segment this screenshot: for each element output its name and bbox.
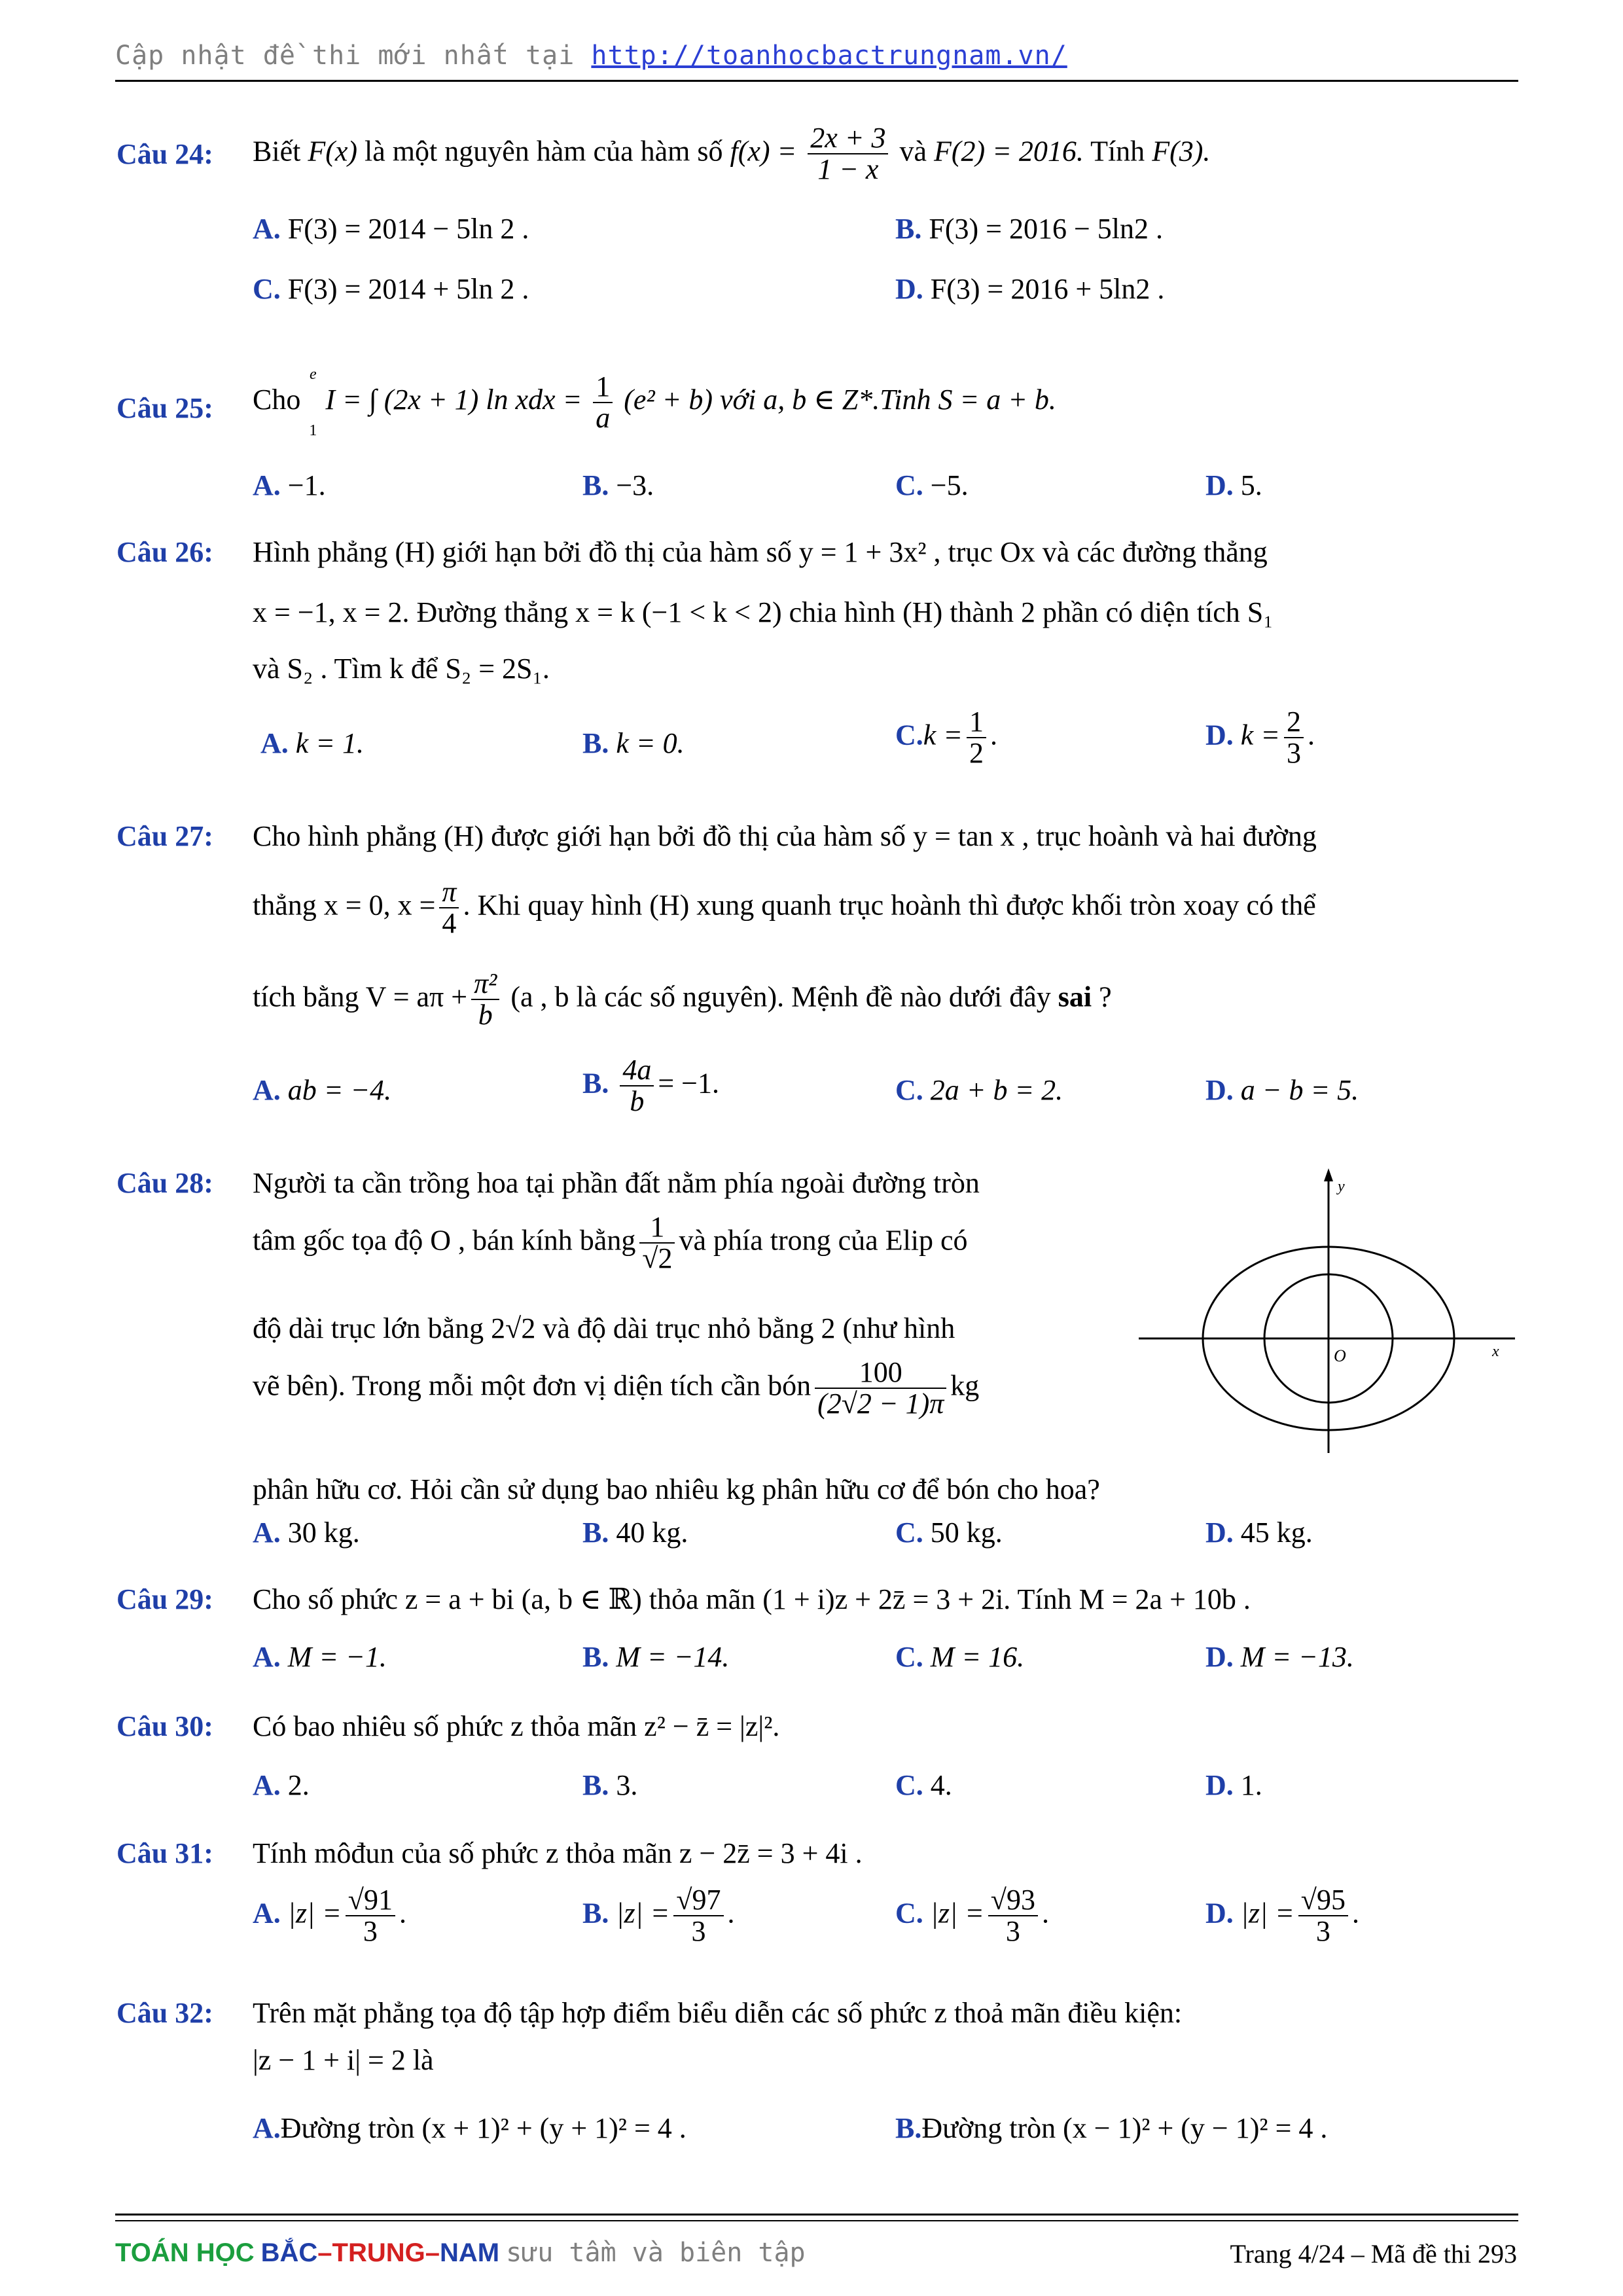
q28-c-label: C.	[895, 1516, 923, 1549]
q28-line2b: và phía trong của Elip có	[679, 1224, 968, 1257]
q24-text-b: là một nguyên hàm của hàm số	[365, 135, 723, 168]
q29-option-b[interactable]	[582, 1640, 729, 1675]
q31-d-text: |z| =	[1240, 1897, 1294, 1929]
q28-line4a: vẽ bên). Trong mỗi một đơn vị diện tích cần bón	[253, 1369, 812, 1402]
q25-label: Câu 25:	[116, 392, 213, 424]
q28-line2a: tâm gốc tọa độ O , bán kính bằng	[253, 1224, 636, 1257]
q29-a-text: M = −1.	[287, 1641, 387, 1673]
header-prefix: Cập nhật đề thi mới nhất tại	[115, 41, 575, 71]
page-header	[115, 41, 1067, 71]
q28-line3: độ dài trục lớn bằng 2√2 và độ dài trục nhỏ bằng 2 (như hình	[253, 1312, 955, 1344]
footer-brand-3: –TRUNG–	[317, 2238, 440, 2267]
q26-a-label: A.	[260, 727, 289, 759]
q24-d-label: D.	[895, 273, 923, 305]
footer-suffix: sưu tầm và biên tập	[506, 2238, 806, 2268]
q25-option-d[interactable]	[1205, 469, 1262, 503]
q25-frac-den: a	[596, 402, 611, 434]
q28-option-b[interactable]	[582, 1516, 688, 1551]
q26-c-fraction	[967, 707, 986, 768]
q26-d-text: k =	[1240, 719, 1281, 751]
q26-d-label: D.	[1205, 719, 1234, 751]
q30-b-label: B.	[582, 1769, 609, 1801]
q27-option-c[interactable]	[895, 1073, 1063, 1108]
q32-line1: Trên mặt phẳng tọa độ tập hợp điểm biểu diễn các số phức z thoả mãn điều kiện:	[253, 1997, 1183, 2029]
q26-d-num: 2	[1284, 707, 1304, 738]
q24-c-text: F(3) = 2014 + 5ln 2 .	[287, 273, 529, 305]
q30-option-a[interactable]	[253, 1768, 310, 1803]
q24-option-c[interactable]	[253, 272, 529, 307]
q25-b-text: −3.	[616, 469, 654, 501]
q25-text-a: Cho	[253, 384, 301, 416]
q26-a-text: k = 1.	[295, 727, 365, 759]
q31-line1: Tính môđun của số phức z thỏa mãn z − 2z̄ = 3 + 4i .	[253, 1837, 863, 1869]
q24-c-label: C.	[253, 273, 281, 305]
q28-d-label: D.	[1205, 1516, 1234, 1549]
q28-label: Câu 28:	[116, 1167, 213, 1199]
q28-b-label: B.	[582, 1516, 609, 1549]
q27-bold-word: sai	[1058, 980, 1092, 1013]
q29-c-text: M = 16.	[930, 1641, 1025, 1673]
q28-radius-fraction	[639, 1212, 675, 1274]
q29-a-label: A.	[253, 1641, 281, 1673]
q25-integral: I = ∫ (2x + 1) ln xdx =	[325, 384, 582, 416]
q27-pi2b-den: b	[478, 999, 493, 1031]
q31-a-label: A.	[253, 1897, 281, 1929]
q24-frac-den: 1 − x	[817, 153, 879, 186]
q28-a-text: 30 kg.	[287, 1516, 360, 1549]
q32-a-label: A.	[253, 2112, 281, 2144]
q26-line3: và S₂ . Tìm k để S₂ = 2S₁.	[253, 653, 550, 685]
q26-line2: x = −1, x = 2. Đường thẳng x = k (−1 < k < 2) chia hình (H) thành 2 phần có diện tích S₁	[253, 596, 1274, 628]
q30-option-d[interactable]	[1205, 1768, 1262, 1803]
q31-option-c[interactable]: C. |z| = $\frac{√93}{3}$ .	[895, 1884, 1049, 1948]
q25-bounds	[309, 367, 317, 439]
q24-fraction	[808, 123, 888, 185]
q26-option-d[interactable]: D. k = $\frac{2}{3}$ .	[1205, 706, 1315, 770]
q27-d-text: a − b = 5.	[1240, 1074, 1359, 1106]
q31-c-text: |z| =	[930, 1897, 984, 1929]
q28-line2	[253, 1212, 968, 1274]
q25-stem	[253, 367, 1056, 439]
q31-b-den: 3	[691, 1915, 706, 1948]
q27-b-fraction	[620, 1055, 654, 1117]
q26-c-den: 2	[969, 737, 984, 770]
q26-b-text: k = 0.	[616, 727, 685, 759]
q25-frac-num: 1	[593, 372, 613, 403]
q26-c-text: k =	[923, 719, 963, 751]
q27-line3b: (a , b là các số nguyên). Mệnh đề nào dưới đây	[503, 980, 1051, 1013]
q27-pi2b-num: π²	[471, 969, 499, 1000]
q25-c-label: C.	[895, 469, 923, 501]
q30-label: Câu 30:	[116, 1710, 213, 1742]
q25-lower: 1	[309, 422, 317, 439]
q27-pi4-fraction	[439, 877, 459, 939]
q26-option-a[interactable]	[260, 726, 364, 761]
q28-line1: Người ta cần trồng hoa tại phần đất nằm phía ngoài đường tròn	[253, 1167, 980, 1199]
q31-a-den: 3	[363, 1915, 378, 1948]
q28-c-text: 50 kg.	[930, 1516, 1003, 1549]
q32-b-label: B.	[895, 2112, 922, 2144]
q28-option-d[interactable]	[1205, 1516, 1313, 1551]
q24-f-lhs: f(x) =	[730, 135, 797, 168]
q31-b-fraction	[673, 1885, 723, 1946]
q27-line3c: ?	[1092, 980, 1112, 1013]
q24-a-text: F(3) = 2014 − 5ln 2 .	[287, 213, 529, 245]
q31-b-num: √97	[673, 1885, 723, 1916]
q31-d-label: D.	[1205, 1897, 1234, 1929]
q31-c-label: C.	[895, 1897, 923, 1929]
q25-tail: (e² + b) với a, b ∈ Z*.Tinh S = a + b.	[624, 384, 1056, 416]
y-axis-label: y	[1338, 1178, 1345, 1195]
ellipse-figure	[1139, 1165, 1518, 1453]
footer-brand-2: BẮC	[260, 2238, 318, 2267]
q27-option-d[interactable]	[1205, 1073, 1359, 1108]
q24-text-c: và	[899, 135, 927, 168]
q31-label: Câu 31:	[116, 1837, 213, 1869]
q31-d-num: √95	[1298, 1885, 1348, 1916]
q24-b-label: B.	[895, 213, 922, 245]
q26-c-label: C.	[895, 719, 923, 751]
q27-d-label: D.	[1205, 1074, 1234, 1106]
q30-d-text: 1.	[1240, 1769, 1262, 1801]
q30-d-label: D.	[1205, 1769, 1234, 1801]
q31-option-a[interactable]: A. |z| = $\frac{√91}{3}$ .	[253, 1884, 406, 1948]
q29-line1: Cho số phức z = a + bi (a, b ∈ ℝ) thỏa mãn (1 + i)z + 2z̄ = 3 + 2i. Tính M = 2a + 10b .	[253, 1583, 1251, 1615]
q28-line5: phân hữu cơ. Hỏi cần sử dụng bao nhiêu kg phân hữu cơ để bón cho hoa?	[253, 1473, 1100, 1505]
q29-option-d[interactable]	[1205, 1640, 1354, 1675]
q31-option-b[interactable]: B. |z| = $\frac{√97}{3}$ .	[582, 1884, 735, 1948]
q31-a-text: |z| =	[287, 1897, 342, 1929]
q28-rate-fraction	[815, 1357, 946, 1419]
q32-a-text: Đường tròn (x + 1)² + (y + 1)² = 4 .	[280, 2112, 687, 2144]
q24-frac-num: 2x + 3	[808, 123, 888, 154]
q26-d-fraction	[1284, 707, 1304, 768]
q24-b-text: F(3) = 2016 − 5ln2 .	[929, 213, 1163, 245]
q31-b-text: |z| =	[616, 1897, 670, 1929]
q26-option-b[interactable]	[582, 726, 685, 761]
q24-option-a[interactable]	[253, 212, 529, 247]
header-link[interactable]: http://toanhocbactrungnam.vn/	[591, 41, 1067, 71]
q25-a-label: A.	[253, 469, 281, 501]
q28-option-c[interactable]	[895, 1516, 1003, 1551]
q26-c-num: 1	[967, 707, 986, 738]
q27-label: Câu 27:	[116, 820, 213, 852]
q31-a-num: √91	[346, 1885, 395, 1916]
y-axis-arrow	[1324, 1168, 1333, 1181]
q27-pi4-num: π	[439, 877, 459, 908]
q27-a-label: A.	[253, 1074, 281, 1106]
q29-b-label: B.	[582, 1641, 609, 1673]
q27-b-num: 4a	[620, 1055, 654, 1086]
q28-rate-den: (2√2 − 1)π	[817, 1388, 944, 1420]
q30-c-label: C.	[895, 1769, 923, 1801]
q27-b-den: b	[630, 1085, 645, 1118]
q31-c-fraction	[988, 1885, 1038, 1946]
q31-d-fraction	[1298, 1885, 1348, 1946]
q29-d-text: M = −13.	[1240, 1641, 1354, 1673]
q29-option-a[interactable]	[253, 1640, 387, 1675]
q30-option-c[interactable]	[895, 1768, 952, 1803]
q24-d-text: F(3) = 2016 + 5ln2 .	[930, 273, 1165, 305]
q27-b-text: = −1.	[658, 1067, 719, 1100]
footer-brand-4: NAM	[439, 2238, 500, 2267]
q25-c-text: −5.	[930, 469, 969, 501]
q28-line4b: kg	[950, 1369, 980, 1402]
q30-line1: Có bao nhiêu số phức z thỏa mãn z² − z̄ = |z|².	[253, 1710, 780, 1742]
q28-a-label: A.	[253, 1516, 281, 1549]
q26-line1: Hình phẳng (H) giới hạn bởi đồ thị của hàm số y = 1 + 3x² , trục Ox và các đường thẳng	[253, 536, 1268, 568]
q25-d-label: D.	[1205, 469, 1234, 501]
q25-option-c[interactable]	[895, 469, 969, 503]
q26-d-den: 3	[1287, 737, 1302, 770]
footer-rule-top	[115, 2214, 1518, 2215]
q28-b-text: 40 kg.	[616, 1516, 688, 1549]
q24-stem	[253, 123, 1210, 185]
q28-rate-num: 100	[815, 1357, 946, 1389]
q31-b-label: B.	[582, 1897, 609, 1929]
q25-option-a[interactable]	[253, 469, 326, 503]
q27-line3a: tích bằng V = aπ +	[253, 980, 468, 1013]
q25-upper: e	[310, 366, 317, 383]
q28-radius-num: 1	[639, 1212, 675, 1244]
q27-option-b[interactable]	[582, 1055, 719, 1117]
q28-line4	[253, 1357, 979, 1419]
q32-option-a[interactable]	[253, 2111, 687, 2146]
q25-option-b[interactable]	[582, 469, 654, 503]
footer-page: Trang 4/24 – Mã đề thi 293	[1230, 2239, 1517, 2269]
q32-b-text: Đường tròn (x − 1)² + (y − 1)² = 4 .	[921, 2112, 1328, 2144]
q31-option-d[interactable]: D. |z| = $\frac{√95}{3}$ .	[1205, 1884, 1359, 1948]
x-axis-label: x	[1492, 1343, 1499, 1360]
q26-b-label: B.	[582, 727, 609, 759]
q29-c-label: C.	[895, 1641, 923, 1673]
q29-b-text: M = −14.	[616, 1641, 730, 1673]
q26-option-c[interactable]: C.k = $\frac{1}{2}$ .	[895, 706, 998, 770]
q27-pi4-den: 4	[442, 907, 457, 940]
q24-option-b[interactable]	[895, 212, 1163, 247]
q27-a-text: ab = −4.	[287, 1074, 392, 1106]
q32-label: Câu 32:	[116, 1997, 213, 2029]
q31-c-num: √93	[988, 1885, 1038, 1916]
footer-brand-1: TOÁN HỌC	[115, 2238, 255, 2267]
q29-label: Câu 29:	[116, 1583, 213, 1615]
q29-d-label: D.	[1205, 1641, 1234, 1673]
q28-radius-den: √2	[642, 1242, 673, 1275]
q25-fraction	[593, 372, 613, 433]
q24-fx: F(x)	[308, 135, 358, 168]
q27-b-label: B.	[582, 1067, 609, 1100]
footer-brand	[115, 2237, 806, 2268]
origin-label: O	[1334, 1346, 1346, 1365]
header-rule	[115, 80, 1518, 82]
q24-cond: F(2) = 2016.	[933, 135, 1084, 168]
q30-c-text: 4.	[930, 1769, 952, 1801]
q27-line2b: . Khi quay hình (H) xung quanh trục hoành thì được khối tròn xoay có thể	[463, 889, 1316, 922]
q24-option-d[interactable]	[895, 272, 1164, 307]
q27-line2	[253, 877, 1316, 939]
q31-c-den: 3	[1005, 1915, 1020, 1948]
q30-a-text: 2.	[287, 1769, 310, 1801]
q27-line3	[253, 969, 1112, 1030]
q27-line2a: thẳng x = 0, x =	[253, 889, 436, 922]
q24-target: F(3).	[1152, 135, 1211, 168]
q27-option-a[interactable]	[253, 1073, 391, 1108]
q25-b-label: B.	[582, 469, 609, 501]
q24-label: Câu 24:	[116, 138, 213, 170]
q27-pi2b-fraction	[471, 969, 499, 1030]
q24-text-d: Tính	[1090, 135, 1145, 168]
q29-option-c[interactable]	[895, 1640, 1024, 1675]
q31-a-fraction	[346, 1885, 395, 1946]
q31-d-den: 3	[1315, 1915, 1330, 1948]
q32-line2: |z − 1 + i| = 2 là	[253, 2044, 434, 2076]
q30-b-text: 3.	[616, 1769, 638, 1801]
q26-label: Câu 26:	[116, 536, 213, 568]
q27-c-label: C.	[895, 1074, 923, 1106]
q24-text-a: Biết	[253, 135, 301, 168]
q27-line1: Cho hình phẳng (H) được giới hạn bởi đồ thị của hàm số y = tan x , trục hoành và hai đường	[253, 820, 1317, 852]
q30-a-label: A.	[253, 1769, 281, 1801]
q32-option-b[interactable]	[895, 2111, 1327, 2146]
q24-a-label: A.	[253, 213, 281, 245]
q30-option-b[interactable]	[582, 1768, 637, 1803]
q28-d-text: 45 kg.	[1240, 1516, 1313, 1549]
q28-option-a[interactable]	[253, 1516, 360, 1551]
footer-rule-bottom	[115, 2220, 1518, 2221]
q25-d-text: 5.	[1240, 469, 1262, 501]
q25-a-text: −1.	[287, 469, 326, 501]
q27-c-text: 2a + b = 2.	[930, 1074, 1063, 1106]
